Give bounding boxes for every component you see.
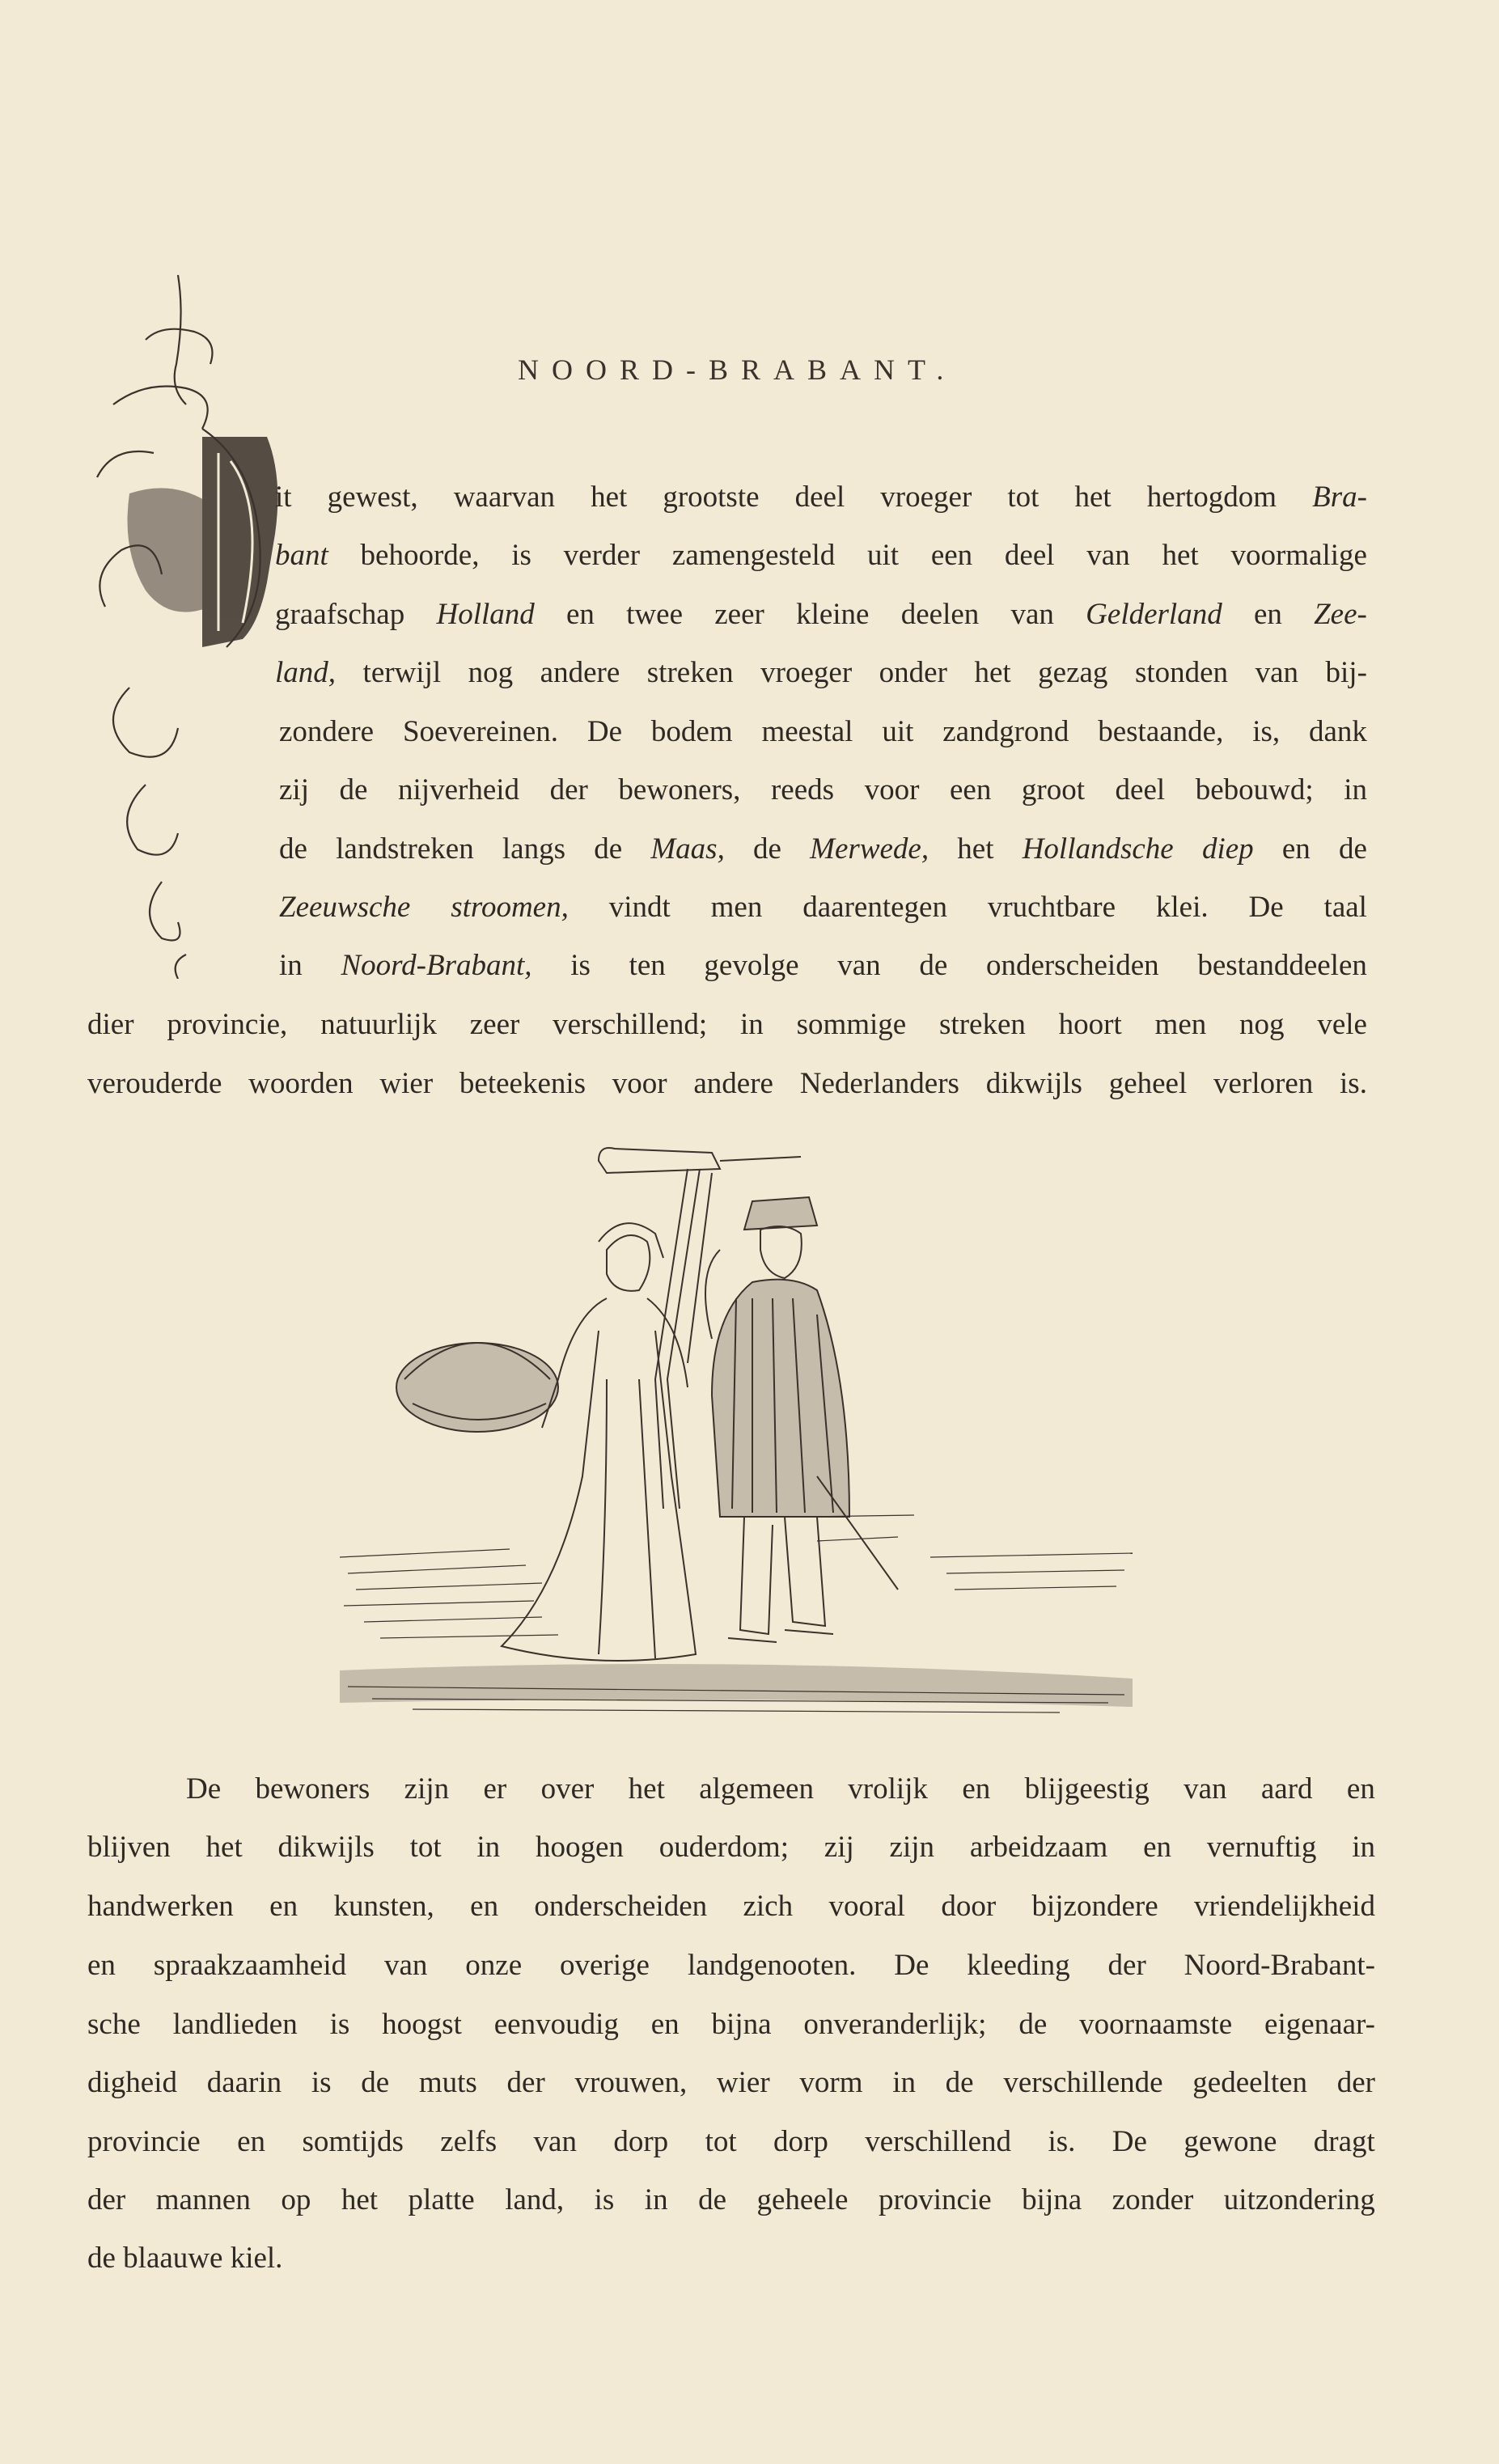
text-line: in Noord-Brabant, is ten gevolge van de onderscheiden bestanddeelen — [279, 949, 1367, 982]
text-line: de blaauwe kiel. — [87, 2242, 283, 2275]
text-line: de landstreken langs de Maas, de Merwede, het Hollandsche diep en de — [279, 832, 1367, 866]
text-line: dier provincie, natuurlijk zeer verschillend; in sommige streken hoort men nog vele — [87, 1008, 1367, 1041]
illustration-peasant-couple — [332, 1137, 1141, 1727]
ornamental-initial-letter — [81, 267, 283, 979]
text-line: verouderde woorden wier beteekenis voor andere Nederlanders dikwijls geheel verloren is. — [87, 1067, 1367, 1100]
text-line: digheid daarin is de muts der vrouwen, wier vorm in de verschillende gedeelten der — [87, 2066, 1375, 2099]
text-line: zij de nijverheid der bewoners, reeds voor een groot deel bebouwd; in — [279, 773, 1367, 807]
text-line: sche landlieden is hoogst eenvoudig en bijna onveranderlijk; de voornaamste eigenaar- — [87, 2008, 1375, 2041]
text-line: der mannen op het platte land, is in de geheele provincie bijna zonder uitzondering — [87, 2183, 1375, 2216]
text-line: graafschap Holland en twee zeer kleine deelen van Gelderland en Zee- — [275, 598, 1367, 631]
text-line: land, terwijl nog andere streken vroeger onder het gezag stonden van bij- — [275, 656, 1367, 689]
text-line: De bewoners zijn er over het algemeen vrolijk en blijgeestig van aard en — [186, 1772, 1375, 1806]
text-line: bant behoorde, is verder zamengesteld uit een deel van het voormalige — [275, 539, 1367, 572]
page-title: NOORD-BRABANT. — [518, 354, 957, 386]
text-line: provincie en somtijds zelfs van dorp tot dorp verschillend is. De gewone dragt — [87, 2125, 1375, 2158]
text-line: handwerken en kunsten, en onderscheiden zich vooral door bijzondere vriendelijkheid — [87, 1890, 1375, 1923]
text-line: en spraakzaamheid van onze overige landgenooten. De kleeding der Noord-Brabant- — [87, 1949, 1375, 1982]
text-line: blijven het dikwijls tot in hoogen ouderdom; zij zijn arbeidzaam en vernuftig in — [87, 1831, 1375, 1864]
text-line: it gewest, waarvan het grootste deel vroeger tot het hertogdom Bra- — [275, 481, 1367, 514]
text-line: zondere Soevereinen. De bodem meestal uit zandgrond bestaande, is, dank — [279, 715, 1367, 748]
text-line: Zeeuwsche stroomen, vindt men daarentegen vruchtbare klei. De taal — [279, 891, 1367, 924]
